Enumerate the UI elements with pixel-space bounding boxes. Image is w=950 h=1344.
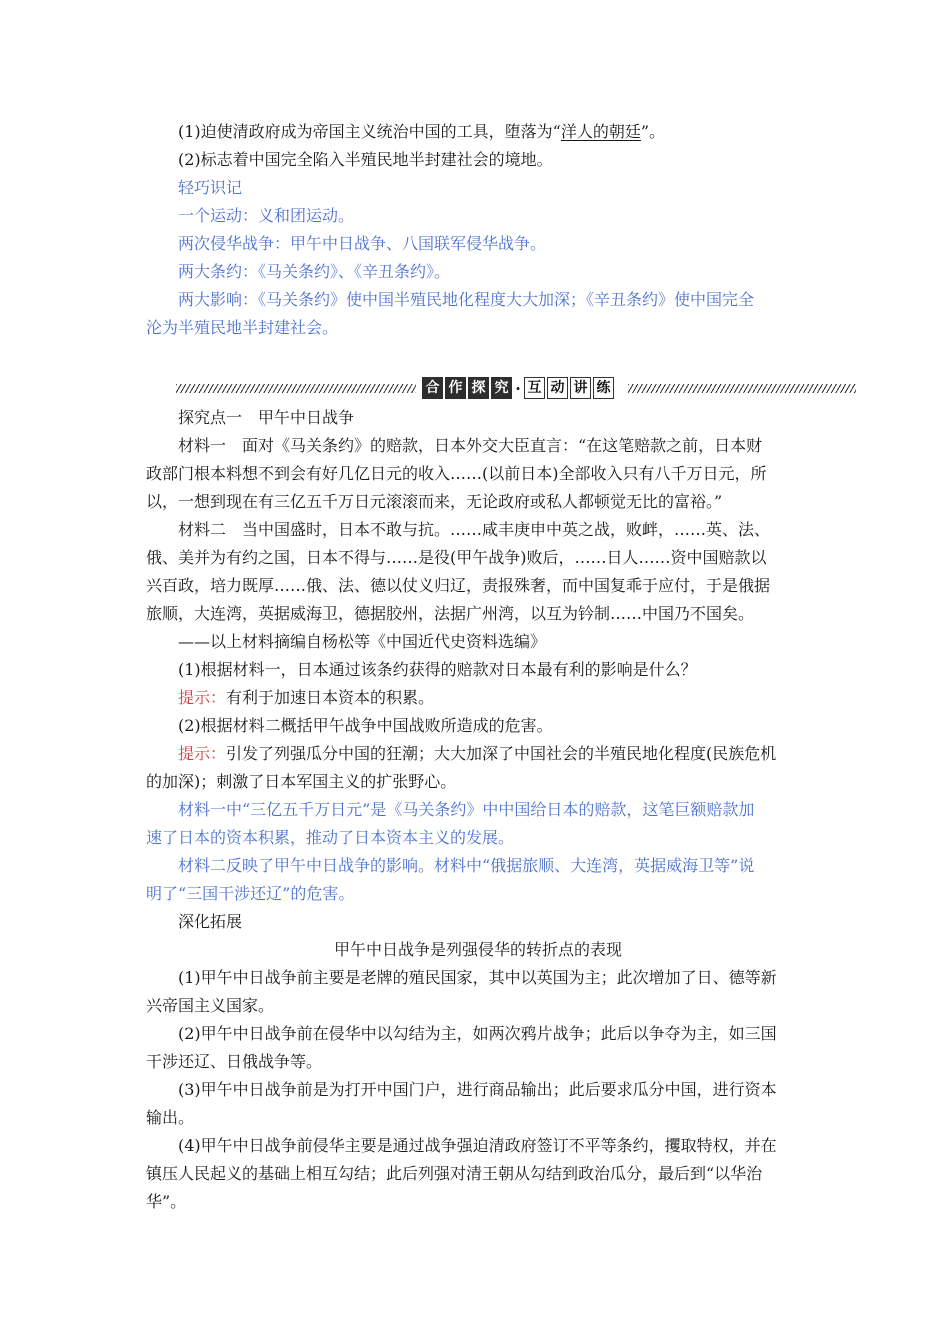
material-2-line-c: 兴百政，培力既厚……俄、法、德以仗义归辽，责报殊奢，而中国复乖于应付，于是俄据 [146, 576, 771, 595]
memory-line-2: 两次侵华战争：甲午中日战争、八国联军侵华战争。 [178, 234, 547, 253]
paragraph-impact-2: (2)标志着中国完全陷入半殖民地半封建社会的境地。 [178, 150, 553, 169]
banner-hatch-right [628, 384, 856, 393]
section-banner [176, 375, 856, 401]
text: (1)迫使清政府成为帝国主义统治中国的工具，堕落为“ [178, 122, 561, 141]
deepen-point-1-b: 兴帝国主义国家。 [146, 996, 275, 1015]
text: ”。 [640, 122, 666, 141]
banner-title [422, 375, 616, 401]
deepen-point-4-c: 华”。 [146, 1192, 187, 1211]
note-1-line-a: 材料一中“三亿五千万日元”是《马关条约》中中国给日本的赔款，这笔巨额赔款加 [178, 800, 755, 819]
deepen-point-3-a: (3)甲午中日战争前是为打开中国门户，进行商品输出；此后要求瓜分中国，进行资本 [178, 1080, 777, 1099]
banner-char: 作 [445, 377, 466, 399]
answer-text: 引发了列强瓜分中国的狂潮；大大加深了中国社会的半殖民地化程度(民族危机 [226, 744, 777, 763]
material-source: ——以上材料摘编自杨松等《中国近代史资料选编》 [178, 632, 547, 651]
deepen-point-1-a: (1)甲午中日战争前主要是老牌的殖民国家，其中以英国为主；此次增加了日、德等新 [178, 968, 777, 987]
answer-2-line-a [146, 742, 842, 766]
question-1: (1)根据材料一，日本通过该条约获得的赔款对日本最有利的影响是什么？ [178, 660, 697, 679]
explore-title: 探究点一 甲午中日战争 [178, 408, 355, 427]
answer-1 [146, 686, 842, 710]
banner-char: 探 [468, 377, 489, 399]
banner-char: 讲 [570, 377, 591, 399]
banner-hatch-left [176, 384, 416, 393]
note-1-line-b: 速了日本的资本积累，推动了日本资本主义的发展。 [146, 828, 515, 847]
deepen-point-4-b: 镇压人民起义的基础上相互勾结；此后列强对清王朝从勾结到政治瓜分，最后到“以华治 [146, 1164, 763, 1183]
memory-title: 轻巧识记 [178, 178, 243, 197]
banner-char: 动 [547, 377, 568, 399]
deepen-subtitle: 甲午中日战争是列强侵华的转折点的表现 [333, 940, 622, 959]
banner-char: 互 [524, 377, 545, 399]
answer-2-line-b: 的加深)；刺激了日本军国主义的扩张野心。 [146, 772, 457, 791]
deepen-point-2-b: 干涉还辽、日俄战争等。 [146, 1052, 323, 1071]
deepen-point-4-a: (4)甲午中日战争前侵华主要是通过战争强迫清政府签订不平等条约，攫取特权，并在 [178, 1136, 777, 1155]
question-2: (2)根据材料二概括甲午战争中国战败所造成的危害。 [178, 716, 553, 735]
note-2-line-a: 材料二反映了甲午中日战争的影响。材料中“俄据旅顺、大连湾，英据威海卫等”说 [178, 856, 755, 875]
deepen-title: 深化拓展 [178, 912, 243, 931]
banner-char: 合 [422, 377, 443, 399]
banner-char: 练 [593, 377, 614, 399]
material-1-line-b: 政部门根本料想不到会有好几亿日元的收入……(以前日本)全部收入只有八千万日元，所 [146, 464, 767, 483]
hint-label: 提示： [178, 744, 227, 763]
material-2-line-b: 俄、美并为有约之国，日本不得与……是役(甲午战争)败后，……日人……资中国赔款以 [146, 548, 767, 567]
memory-line-1: 一个运动：义和团运动。 [178, 206, 355, 225]
material-1-line-c: 以，一想到现在有三亿五千万日元滚滚而来，无论政府或私人都顿觉无比的富裕。” [146, 492, 723, 511]
hint-label: 提示： [178, 688, 227, 707]
memory-line-3: 两大条约：《马关条约》、《辛丑条约》。 [178, 262, 451, 281]
material-2-line-a: 材料二 当中国盛时，日本不敢与抗。……咸丰庚申中英之战，败衅，……英、法、 [178, 520, 771, 539]
deepen-point-2-a: (2)甲午中日战争前在侵华中以勾结为主，如两次鸦片战争；此后以争夺为主，如三国 [178, 1024, 777, 1043]
answer-text: 有利于加速日本资本的积累。 [226, 688, 435, 707]
material-2-line-d: 旅顺，大连湾，英据威海卫，德据胶州，法据广州湾，以互为钤制……中国乃不国矣。 [146, 604, 755, 623]
memory-line-4b: 沦为半殖民地半封建社会。 [146, 318, 339, 337]
deepen-point-3-b: 输出。 [146, 1108, 195, 1127]
note-2-line-b: 明了“三国干涉还辽”的危害。 [146, 884, 355, 903]
banner-dot: · [515, 378, 521, 398]
underlined-term: 洋人的朝廷 [560, 122, 641, 141]
paragraph-impact-1 [146, 120, 842, 144]
banner-char: 究 [491, 377, 512, 399]
material-1-line-a: 材料一 面对《马关条约》的赔款，日本外交大臣直言：“在这笔赔款之前，日本财 [178, 436, 763, 455]
memory-line-4a: 两大影响：《马关条约》使中国半殖民地化程度大大加深；《辛丑条约》使中国完全 [178, 290, 755, 309]
